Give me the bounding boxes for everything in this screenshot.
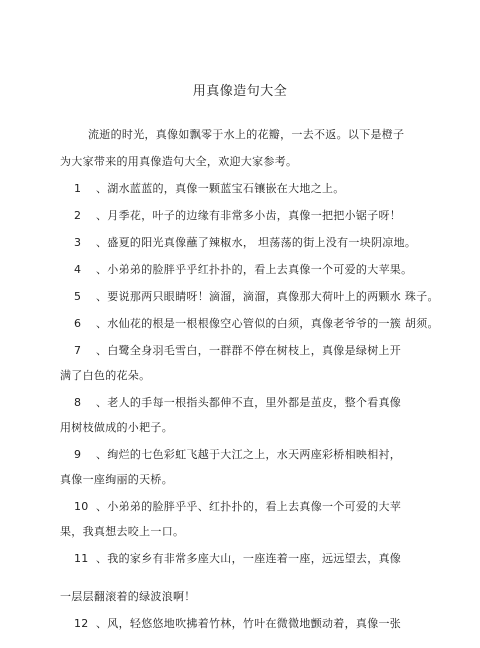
intro-line-2: 为大家带来的用真像造句大全，欢迎大家参考。: [60, 155, 298, 168]
item-text: 、风，轻悠悠地吹拂着竹林，竹叶在微微地颤动着，真像一张: [96, 617, 402, 630]
item-number: 2: [74, 209, 82, 222]
item-number: 11: [74, 552, 89, 565]
intro-line-1: 流逝的时光，真像如飘零于水上的花瓣，一去不返。以下是橙子: [88, 128, 405, 141]
list-item: [74, 396, 401, 410]
item-number: 10: [74, 500, 89, 513]
list-item: [74, 236, 416, 250]
item-text: 、水仙花的根是一根根像空心管似的白须，真像老爷爷的一簇 胡须。: [96, 317, 439, 330]
item-text: 、小弟弟的脸胖乎乎、红扑扑的，看上去真像一个可爱的大苹: [96, 500, 402, 513]
item-text: 、月季花，叶子的边缘有非常多小齿，真像一把把小锯子呀！: [96, 209, 402, 222]
item-text: 、白鹭全身羽毛雪白，一群群不停在树枝上，真像是绿树上开: [96, 344, 402, 357]
item-text: 、盛夏的阳光真像蘸了辣椒水， 坦荡荡的街上没有一块阴凉地。: [96, 236, 417, 249]
list-item: [74, 617, 401, 631]
item-text: 、老人的手每一根指头都伸不直，里外都是茧皮，整个看真像: [96, 396, 402, 409]
list-item: [74, 448, 401, 462]
list-item: [74, 500, 401, 514]
item-number: 3: [74, 236, 82, 249]
item-text-continued: 一层层翻滚着的绿波浪啊！: [60, 590, 196, 603]
item-text: 、湖水蓝蓝的，真像一颗蓝宝石镶嵌在大地之上。: [96, 182, 345, 195]
item-number: 9: [74, 448, 82, 461]
item-number: 7: [74, 344, 82, 357]
item-text: 、绚烂的七色彩虹飞越于大江之上，水天两座彩桥相映相衬，: [96, 448, 402, 461]
list-item: [74, 182, 345, 196]
list-item: [74, 290, 439, 304]
item-text: 、要说那两只眼睛呀！滴溜，滴溜，真像那大荷叶上的两颗水 珠子。: [96, 290, 439, 303]
item-number: 12: [74, 617, 89, 630]
document-title: 用真像造句大全: [192, 84, 288, 99]
item-text: 、我的家乡有非常多座大山，一座连着一座，远远望去，真像: [96, 552, 402, 565]
item-number: 4: [74, 263, 82, 276]
item-number: 5: [74, 290, 82, 303]
list-item: [74, 552, 401, 566]
item-text-continued: 用树枝做成的小耙子。: [60, 421, 173, 434]
item-number: 1: [74, 182, 82, 195]
item-number: 8: [74, 396, 82, 409]
item-text-continued: 果，我真想去咬上一口。: [60, 525, 185, 538]
list-item: [74, 344, 401, 358]
list-item: [74, 209, 401, 223]
item-number: 6: [74, 317, 82, 330]
list-item: [74, 263, 412, 277]
item-text-continued: 满了白色的花朵。: [60, 369, 151, 382]
list-item: [74, 317, 439, 331]
item-text: 、小弟弟的脸胖乎乎红扑扑的，看上去真像一个可爱的大苹果。: [96, 263, 413, 276]
item-text-continued: 真像一座绚丽的天桥。: [60, 473, 173, 486]
